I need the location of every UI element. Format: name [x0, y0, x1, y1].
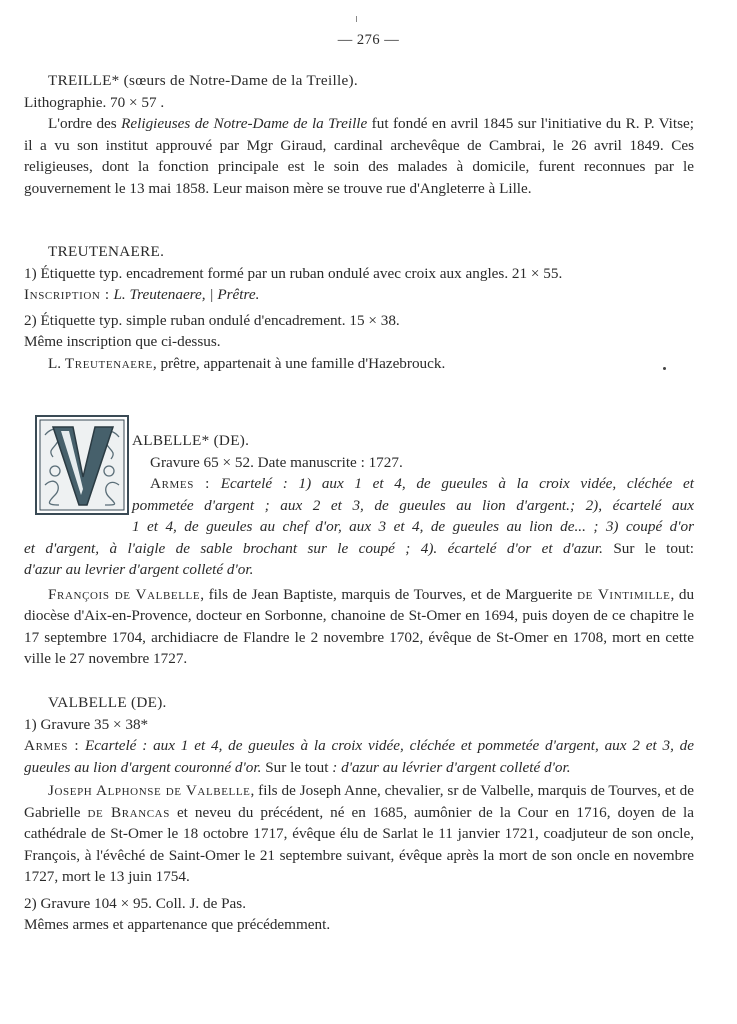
armes-line: 1 et 4, de gueules au chef d'or, aux 3 et 4, de gueules au lion de... ; 3) coupé d'or — [132, 518, 694, 535]
margin-dot — [663, 367, 666, 370]
entry-line: 2) Gravure 104 × 95. Coll. J. de Pas. — [24, 894, 247, 912]
entry-valbelle-1 — [24, 430, 694, 670]
entry-heading: VALBELLE (DE). — [48, 694, 167, 711]
page-number: — 276 — — [337, 32, 400, 48]
armes-line: d'azur au levrier d'argent colleté d'or. — [24, 561, 254, 578]
armes-line: pommetée d'argent ; aux 2 et 3, de gueules au lion d'argent.; 2), écartelé aux — [132, 496, 694, 514]
entry-biography: Joseph Alphonse de Valbelle, fils de Joseph Anne, chevalier, sr de Valbelle, marquis de Tourves, et de Gabrielle de Brancas et neveu du précédent, né en 1685, aumônier de la Cour en 1716, doyen de la cathédrale de St-Omer le 18 octobre 1717, évêque élu de Sarlat le 11 janvier 1721, coadjuteur de son oncle, François, à l'évêché de Saint-Omer le 21 septembre suivant, évêque après la mort de son oncle en novembre 1727, mort le 13 juin 1754. — [24, 782, 694, 885]
entry-heading: TREUTENAERE. — [48, 243, 165, 260]
entry-paragraph: L'ordre des Religieuses de Notre-Dame de la Treille fut fondé en avril 1845 sur l'initiative du R. P. Vitse; il a vu son institut approuvé par Mgr Giraud, cardinal archevêque de Cambrai, le 26 avril 1849. Ces religieuses, dont la fonction principale est le soin des malades à domicile, furent reconnues par le gouvernement le 13 mai 1858. Leur maison mère se trouve rue d'Angleterre à Lille. — [24, 115, 694, 197]
top-tick-mark — [356, 16, 357, 22]
armes-line: Armes : Ecartelé : 1) aux 1 et 4, de gueules à la croix vidée, cléchée et — [150, 475, 695, 492]
entry-line: 2) Étiquette typ. simple ruban ondulé d'encadrement. 15 × 38. — [24, 311, 400, 329]
entry-line: Gravure 65 × 52. Date manuscrite : 1727. — [150, 453, 403, 471]
entry-treille — [24, 70, 694, 199]
entry-biography: François de Valbelle, fils de Jean Baptiste, marquis de Tourves, et de Marguerite de Vintimille, du diocèse d'Aix-en-Provence, docteur en Sorbonne, chanoine de St-Omer en 1694, puis doyen de ce chapitre le 17 septembre 1704, archidiacre de Flandre le 2 novembre 1702, évêque de St-Omer en 1708, mort en cette ville le 27 novembre 1727. — [24, 585, 695, 667]
inscription-line: Inscription : L. Treutenaere, | Prêtre. — [24, 286, 260, 303]
entry-line: 1) Gravure 35 × 38* — [24, 715, 149, 733]
armes-paragraph: Armes : Ecartelé : aux 1 et 4, de gueules à la croix vidée, cléchée et pommetée d'argent, aux 2 et 3, de gueules au lion d'argent couronné d'or. Sur le tout : d'azur au lévrier d'argent colleté d'or. — [24, 737, 695, 776]
armes-line: et d'argent, à l'aigle de sable brochant sur le coupé ; 4). écartelé d'or et d'azur. Sur le tout: — [24, 539, 695, 557]
entry-heading: TREILLE* (sœurs de Notre-Dame de la Treille). — [48, 72, 358, 89]
entry-line: 1) Étiquette typ. encadrement formé par un ruban ondulé avec croix aux angles. 21 × 55. — [24, 264, 563, 282]
entry-heading: ALBELLE* (DE). — [132, 432, 250, 449]
entry-valbelle-2 — [24, 692, 694, 936]
entry-line: Lithographie. 70 × 57 . — [24, 93, 165, 111]
entry-line: Mêmes armes et appartenance que précédemment. — [24, 916, 331, 933]
entry-line: Même inscription que ci-dessus. — [24, 333, 221, 350]
entry-note: L. Treutenaere, prêtre, appartenait à une famille d'Hazebrouck. — [48, 354, 446, 372]
entry-treutenaere — [24, 241, 694, 374]
